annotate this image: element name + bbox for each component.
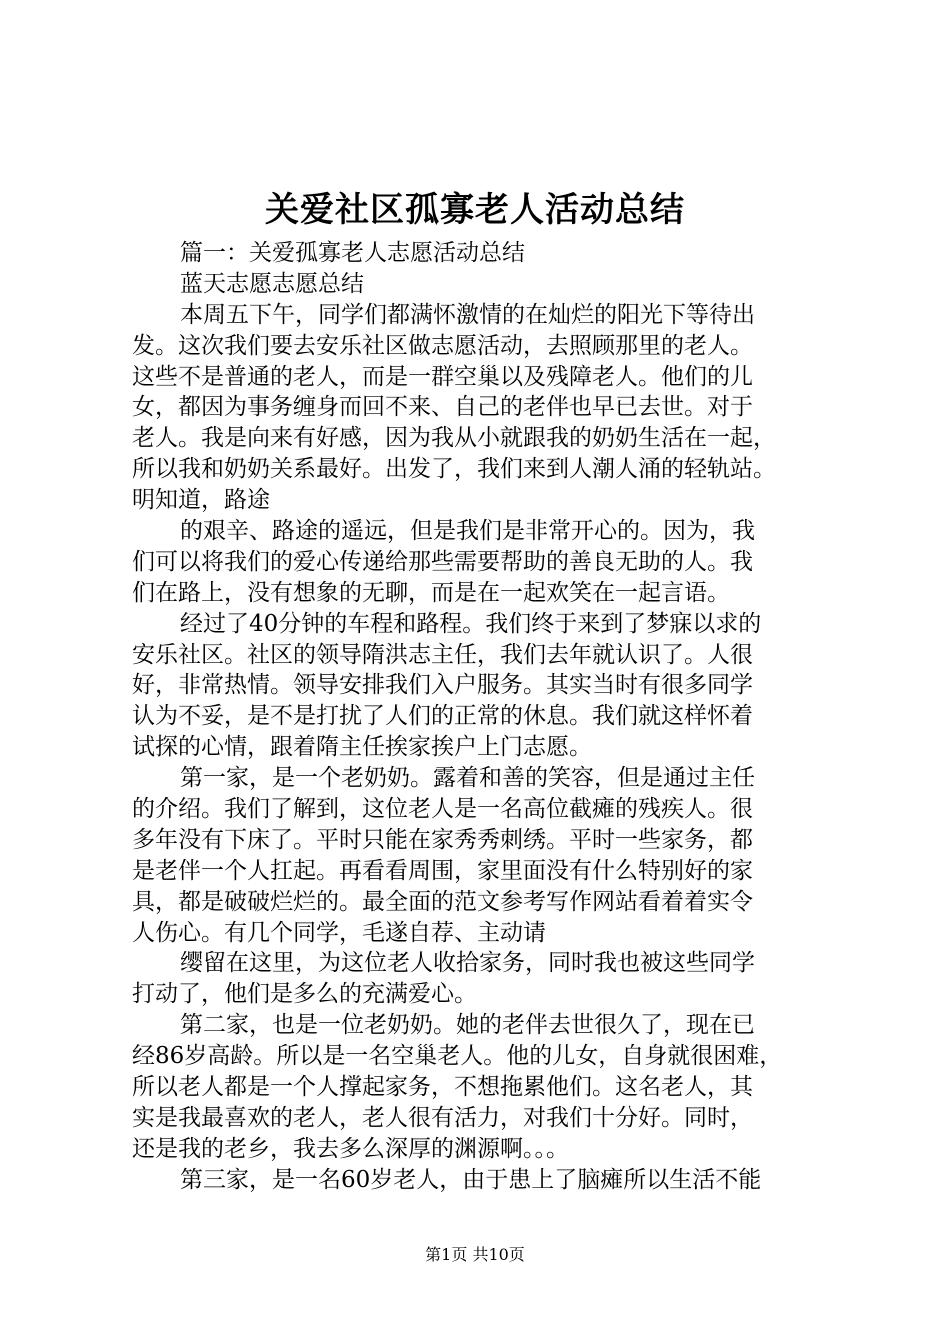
text-line: 们在路上，没有想象的无聊，而是在一起欢笑在一起言语。 <box>132 579 730 606</box>
text-line: 所以我和奶奶关系最好。出发了，我们来到人潮人涌的轻轨站。 <box>132 456 776 483</box>
text-line: 的艰辛、路途的遥远，但是我们是非常开心的。因为，我 <box>180 518 755 545</box>
text-line: 实是我最喜欢的老人，老人很有活力，对我们十分好。同时， <box>132 1104 753 1131</box>
text-line: 这些不是普通的老人，而是一群空巢以及残障老人。他们的儿 <box>132 363 753 390</box>
text-line: 篇一：关爱孤寡老人志愿活动总结 <box>180 240 525 266</box>
page-footer: 第1页 共10页 <box>425 1245 525 1264</box>
text-line: 试探的心情，跟着隋主任挨家挨户上门志愿。 <box>132 734 592 761</box>
text-line: 本周五下午，同学们都满怀激情的在灿烂的阳光下等待出 <box>180 301 755 328</box>
text-line: 安乐社区。社区的领导隋洪志主任，我们去年就认识了。人很 <box>132 641 753 668</box>
text-line: 是老伴一个人扛起。再看看周围，家里面没有什么特别好的家 <box>132 857 753 884</box>
text-line: 发。这次我们要去安乐社区做志愿活动，去照顾那里的老人。 <box>132 332 753 359</box>
text-line: 经86岁高龄。所以是一名空巢老人。他的儿女，自身就很困难， <box>132 1043 783 1070</box>
document-title: 关爱社区孤寡老人活动总结 <box>265 190 685 230</box>
text-line: 缨留在这里，为这位老人收拾家务，同时我也被这些同学 <box>180 950 755 977</box>
text-line: 多年没有下床了。平时只能在家秀秀刺绣。平时一些家务，都 <box>132 826 753 853</box>
text-line: 第一家，是一个老奶奶。露着和善的笑容，但是通过主任 <box>180 765 755 792</box>
document-body <box>132 238 832 1196</box>
text-line: 第三家，是一名60岁老人，由于患上了脑瘫所以生活不能 <box>180 1166 762 1193</box>
text-line: 认为不妥，是不是打扰了人们的正常的休息。我们就这样怀着 <box>132 703 753 730</box>
text-line: 还是我的老乡，我去多么深厚的渊源啊。。。 <box>132 1135 569 1162</box>
text-line: 女，都因为事务缠身而回不来、自己的老伴也早已去世。对于 <box>132 394 753 421</box>
text-line: 蓝天志愿志愿总结 <box>180 270 364 297</box>
text-line: 明知道，路途 <box>132 487 270 514</box>
text-line: 第二家，也是一位老奶奶。她的老伴去世很久了，现在已 <box>180 1012 755 1039</box>
text-line: 好，非常热情。领导安排我们入户服务。其实当时有很多同学 <box>132 672 753 699</box>
text-line: 们可以将我们的爱心传递给那些需要帮助的善良无助的人。我 <box>132 548 753 575</box>
text-line: 人伤心。有几个同学，毛遂自荐、主动请 <box>132 919 546 946</box>
text-line: 老人。我是向来有好感，因为我从小就跟我的奶奶生活在一起， <box>132 425 776 452</box>
text-line: 具，都是破破烂烂的。最全面的范文参考写作网站看着着实令 <box>132 888 753 915</box>
text-line: 打动了，他们是多么的充满爱心。 <box>132 981 477 1008</box>
text-line: 的介绍。我们了解到，这位老人是一名高位截瘫的残疾人。很 <box>132 796 753 823</box>
text-line: 所以老人都是一个人撑起家务，不想拖累他们。这名老人，其 <box>132 1074 753 1101</box>
text-line: 经过了40分钟的车程和路程。我们终于来到了梦寐以求的 <box>180 610 762 637</box>
